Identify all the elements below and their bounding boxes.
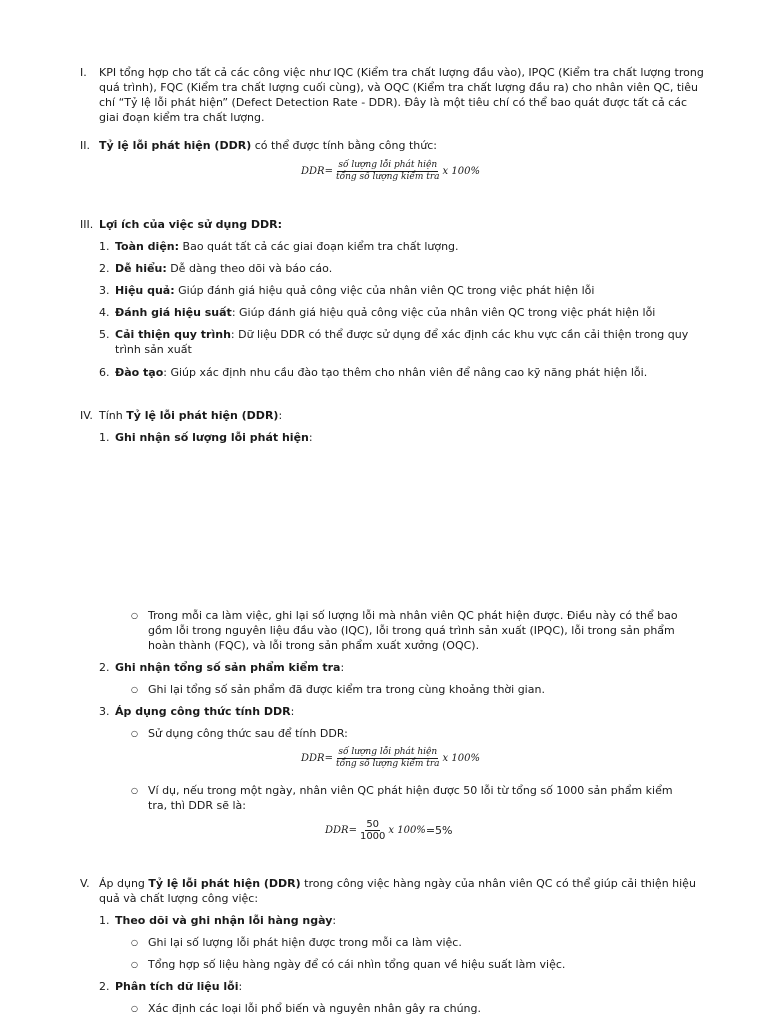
section-1 <box>80 65 705 125</box>
item-text: Bao quát tất cả các giai đoạn kiểm tra chất lượng. <box>179 240 459 253</box>
bullet-item <box>131 957 691 972</box>
example-formula <box>325 819 453 842</box>
item-text: Dễ dàng theo dõi và báo cáo. <box>166 262 333 275</box>
ddr-term: Tỷ lệ lỗi phát hiện (DDR) <box>99 139 252 152</box>
item-title: Đào tạo <box>115 366 164 379</box>
step-item <box>99 979 699 994</box>
bullet-marker-icon: ○ <box>131 786 138 795</box>
bullet-text: Xác định các loại lỗi phổ biến và nguyên nhân gây ra chúng. <box>148 1002 482 1015</box>
item-number: 1. <box>99 240 110 253</box>
benefit-item <box>99 365 699 380</box>
item-text: : Giúp xác định nhu cầu đào tạo thêm cho nhân viên để nâng cao kỹ năng phát hiện lỗi. <box>163 366 648 379</box>
bullet-marker-icon: ○ <box>131 960 138 969</box>
section-number: II. <box>80 139 90 152</box>
item-title: Toàn diện: <box>115 240 180 253</box>
section-5-post: trong công việc hàng ngày của nhân viên QC có thể giúp cải thiện hiệu quả và chất lượng công việc: <box>99 877 696 905</box>
item-number: 1. <box>99 914 110 927</box>
item-number: 1. <box>99 431 110 444</box>
formula-lhs: DDR= <box>325 825 357 836</box>
formula-denominator: 1000 <box>359 831 386 842</box>
item-text: Giúp đánh giá hiệu quả công việc của nhân viên QC trong việc phát hiện lỗi <box>174 284 595 297</box>
item-number: 5. <box>99 328 110 341</box>
bullet-text: Ghi lại tổng số sản phẩm đã được kiểm tra trong cùng khoảng thời gian. <box>148 683 545 696</box>
item-number: 3. <box>99 705 110 718</box>
formula-rhs: x 100% <box>442 753 480 764</box>
step-title: Ghi nhận số lượng lỗi phát hiện <box>115 431 309 444</box>
step-post: : <box>238 980 243 993</box>
section-number: V. <box>80 877 90 890</box>
step-title: Áp dụng công thức tính DDR <box>115 705 291 718</box>
formula-lhs: DDR= <box>301 166 333 177</box>
formula-denominator: tổng số lượng kiểm tra <box>335 172 440 182</box>
bullet-item <box>131 726 691 741</box>
benefit-item <box>99 305 699 320</box>
formula-rhs: x 100% <box>388 825 426 836</box>
section-number: III. <box>80 218 94 231</box>
step-title: Theo dõi và ghi nhận lỗi hàng ngày <box>115 914 333 927</box>
bullet-item <box>131 608 679 653</box>
bullet-marker-icon: ○ <box>131 685 138 694</box>
item-number: 2. <box>99 980 110 993</box>
formula-numerator: số lượng lỗi phát hiện <box>338 747 438 757</box>
ddr-formula <box>301 160 480 183</box>
item-title: Dễ hiểu: <box>115 262 167 275</box>
section-2-text: có thể được tính bằng công thức: <box>251 139 437 152</box>
item-number: 4. <box>99 306 110 319</box>
benefit-item <box>99 327 689 357</box>
item-number: 3. <box>99 284 110 297</box>
item-title: Đánh giá hiệu suất <box>115 306 232 319</box>
section-4-pre: Tính <box>99 409 127 422</box>
bullet-marker-icon: ○ <box>131 729 138 738</box>
section-1-text: KPI tổng hợp cho tất cả các công việc như IQC (Kiểm tra chất lượng đầu vào), IPQC (Kiểm tra chất lượng trong quá trình), FQC (Kiểm tra chất lượng cuối cùng), và OQC (Kiểm tra chất lượng đầu ra) cho nhân viên QC, tiêu chí “Tỷ lệ lỗi phát hiện” (Defect Detection Rate - DDR). Đây là một tiêu chí có thể bao quát được tất cả các giai đoạn kiểm tra chất lượng. <box>99 66 704 124</box>
step-post: : <box>290 705 295 718</box>
bullet-marker-icon: ○ <box>131 1004 138 1013</box>
formula-fraction <box>359 819 386 842</box>
step-post: : <box>340 661 345 674</box>
section-5 <box>80 876 702 906</box>
benefit-item <box>99 261 699 276</box>
bullet-item <box>131 682 691 697</box>
item-number: 2. <box>99 262 110 275</box>
benefit-item <box>99 239 699 254</box>
formula-rhs: x 100% <box>442 166 480 177</box>
step-title: Ghi nhận tổng số sản phẩm kiểm tra <box>115 661 341 674</box>
bullet-text: Ví dụ, nếu trong một ngày, nhân viên QC phát hiện được 50 lỗi từ tổng số 1000 sản phẩm kiểm tra, thì DDR sẽ là: <box>148 784 673 812</box>
formula-lhs: DDR= <box>301 753 333 764</box>
bullet-text: Ghi lại số lượng lỗi phát hiện được trong mỗi ca làm việc. <box>148 936 462 949</box>
bullet-item <box>131 1001 691 1016</box>
section-number: I. <box>80 66 87 79</box>
item-title: Cải thiện quy trình <box>115 328 231 341</box>
step-item <box>99 660 699 675</box>
step-item <box>99 430 699 445</box>
section-3-title: Lợi ích của việc sử dụng DDR: <box>99 218 283 231</box>
ddr-term: Tỷ lệ lỗi phát hiện (DDR) <box>148 877 301 890</box>
step-post: : <box>308 431 313 444</box>
item-number: 2. <box>99 661 110 674</box>
formula-fraction <box>335 747 441 770</box>
item-text: : Dữ liệu DDR có thể được sử dụng để xác định các khu vực cần cải thiện trong quy trình sản xuất <box>115 328 689 356</box>
step-item <box>99 704 699 719</box>
formula-numerator: số lượng lỗi phát hiện <box>338 160 438 170</box>
section-4 <box>80 408 705 423</box>
step-item <box>99 913 699 928</box>
benefit-item <box>99 283 699 298</box>
bullet-text: Tổng hợp số liệu hàng ngày để có cái nhìn tổng quan về hiệu suất làm việc. <box>148 958 566 971</box>
formula-numerator: 50 <box>366 819 380 830</box>
bullet-text: Sử dụng công thức sau để tính DDR: <box>148 727 348 740</box>
section-number: IV. <box>80 409 93 422</box>
item-number: 6. <box>99 366 110 379</box>
bullet-item <box>131 783 693 813</box>
bullet-text: Trong mỗi ca làm việc, ghi lại số lượng lỗi mà nhân viên QC phát hiện được. Điều này có thể bao gồm lỗi trong nguyên liệu đầu vào (IQC), lỗi trong quá trình sản xuất (IPQC), lỗi trong sản phẩm hoàn thành (FQC), và lỗi trong sản phẩm xuất xưởng (OQC). <box>148 609 678 652</box>
item-title: Hiệu quả: <box>115 284 175 297</box>
ddr-formula <box>301 747 480 770</box>
section-2 <box>80 138 705 153</box>
formula-fraction <box>335 160 441 183</box>
bullet-marker-icon: ○ <box>131 938 138 947</box>
step-post: : <box>332 914 337 927</box>
section-4-post: : <box>278 409 283 422</box>
ddr-term: Tỷ lệ lỗi phát hiện (DDR) <box>126 409 279 422</box>
section-5-pre: Áp dụng <box>99 877 149 890</box>
formula-result: =5% <box>425 824 453 837</box>
section-3 <box>80 217 705 232</box>
formula-denominator: tổng số lượng kiểm tra <box>335 759 440 769</box>
step-title: Phân tích dữ liệu lỗi <box>115 980 239 993</box>
item-text: : Giúp đánh giá hiệu quả công việc của nhân viên QC trong việc phát hiện lỗi <box>231 306 656 319</box>
bullet-item <box>131 935 691 950</box>
bullet-marker-icon: ○ <box>131 611 138 620</box>
